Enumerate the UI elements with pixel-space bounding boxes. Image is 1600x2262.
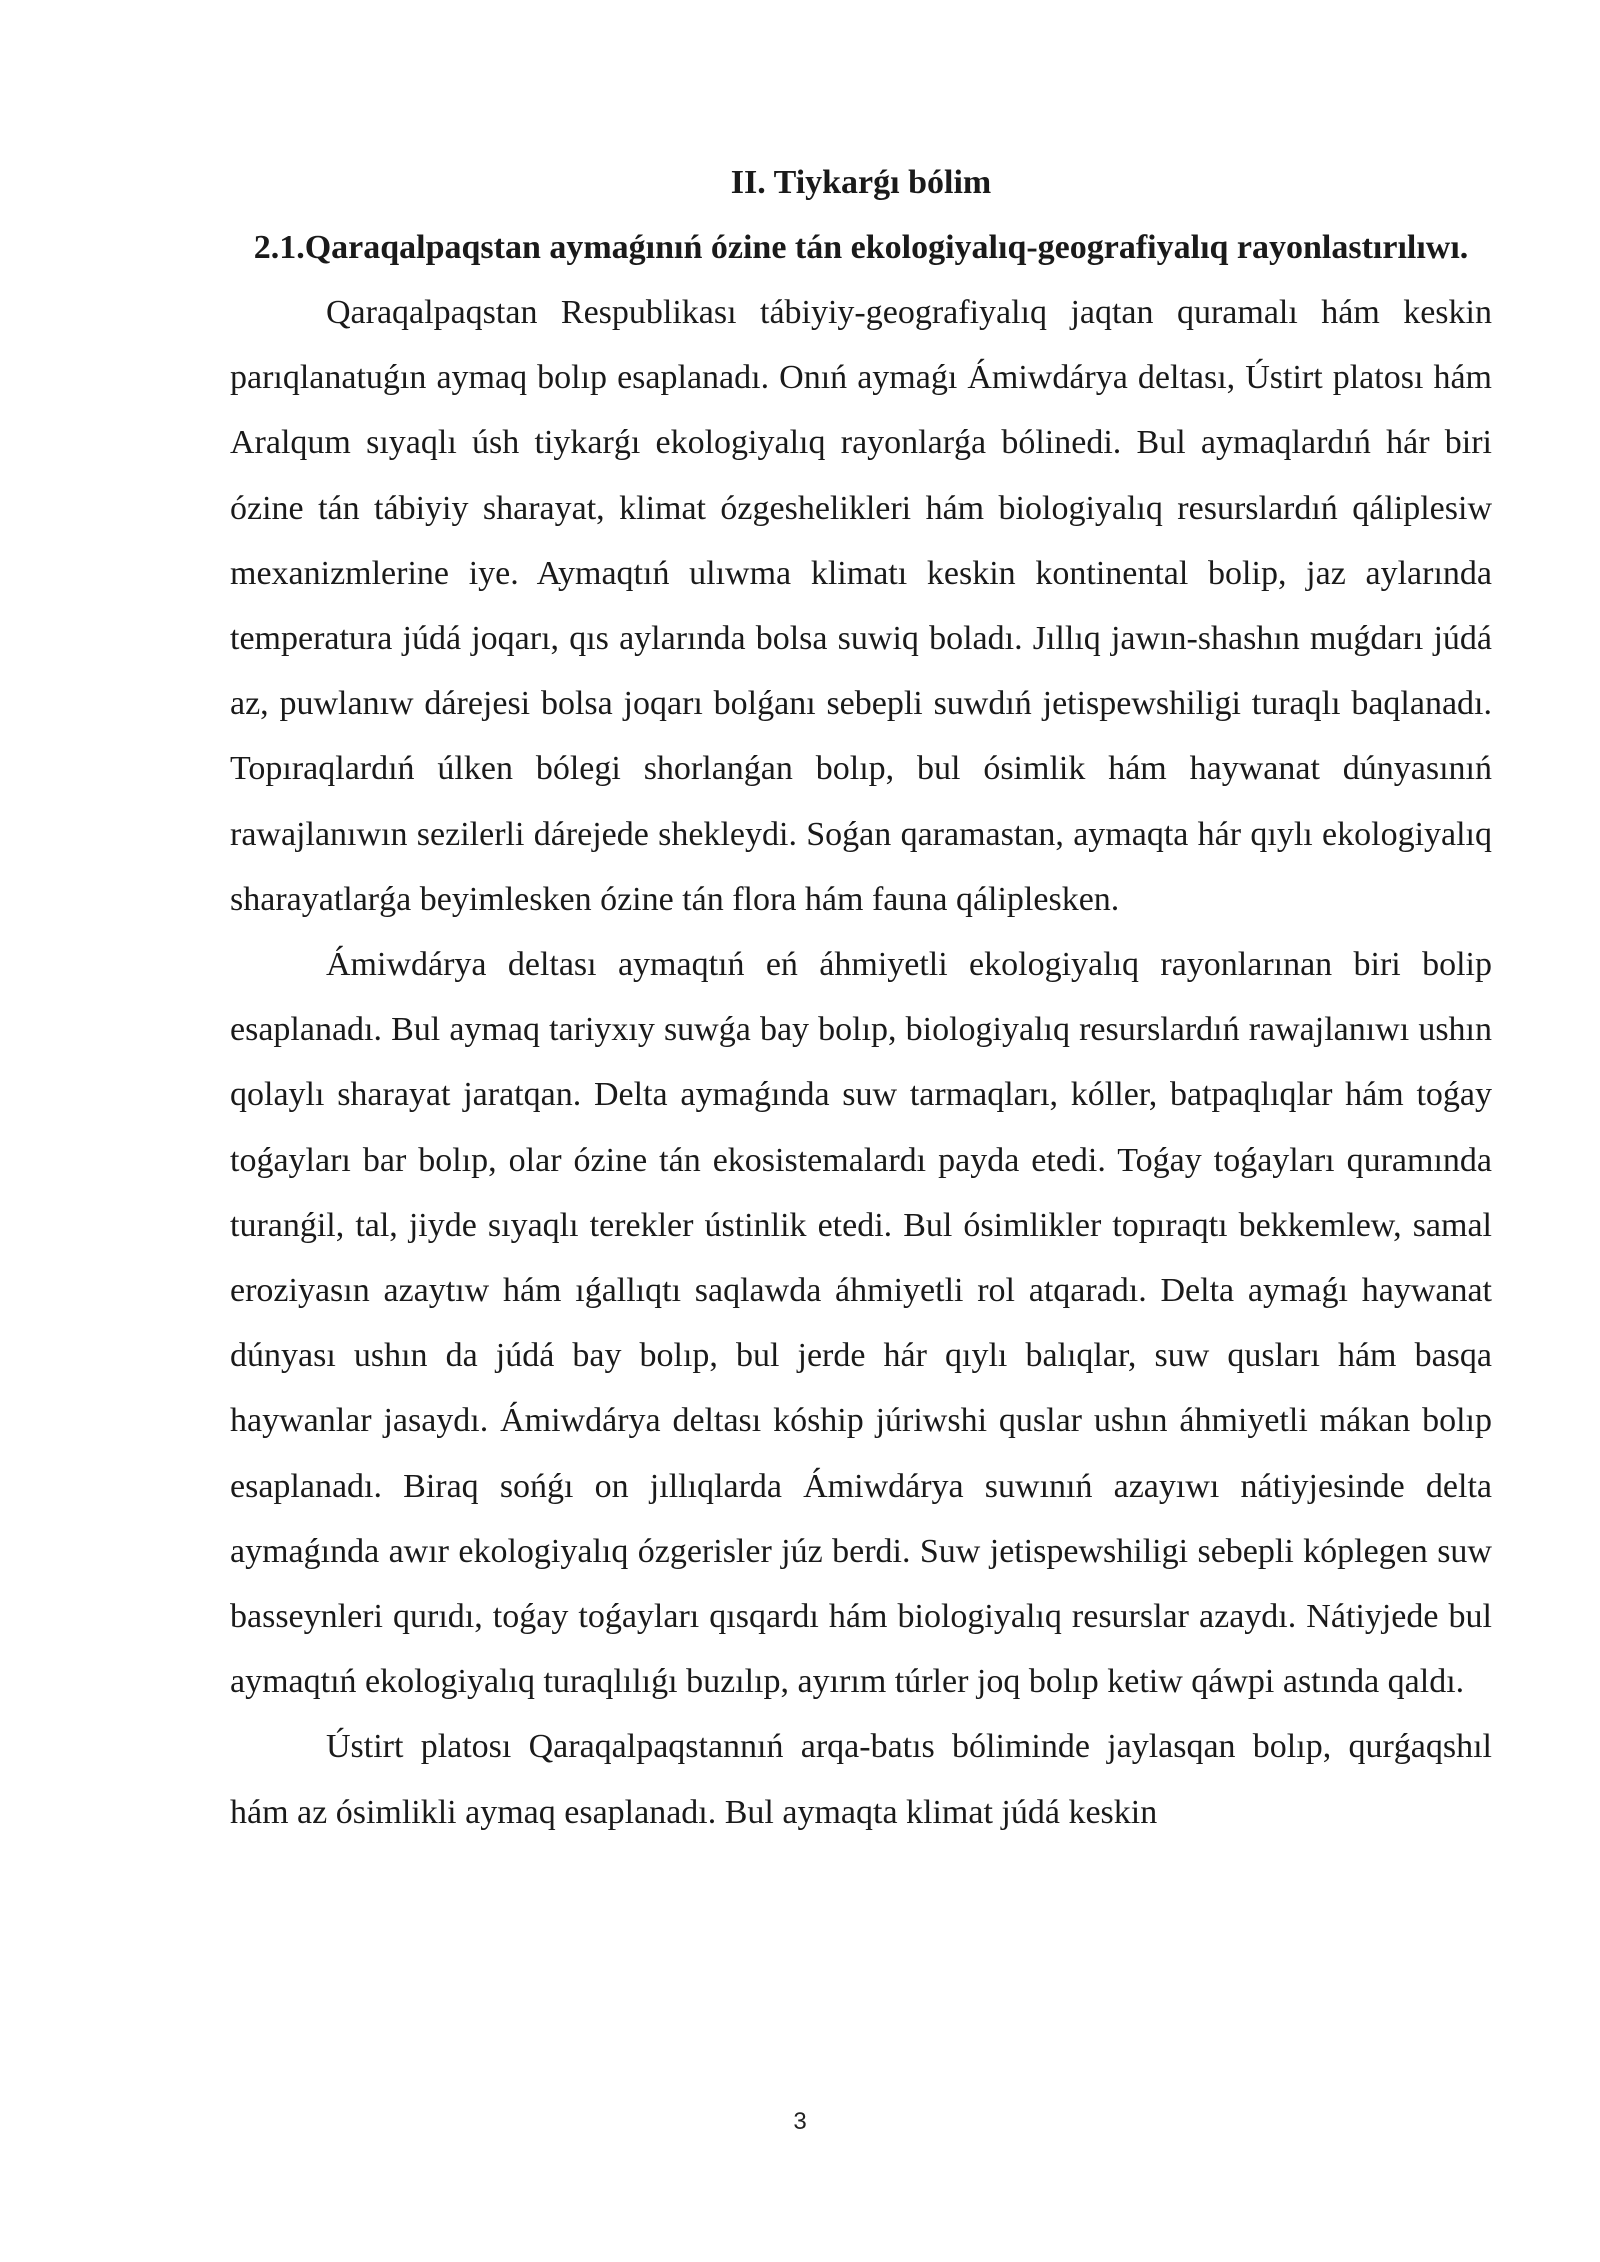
subsection-title: 2.1.Qaraqalpaqstan aymaǵınıń ózine tán ekologiyalıq-geografiyalıq rayonlastırılıwı. — [253, 229, 1469, 266]
paragraph: Ámiwdárya deltası aymaqtıń eń áhmiyetli ekologiyalıq rayonlarınan biri bolip esaplanadı. Bul aymaq tariyxıy suwǵa bay bolıp, biologiyalıq resurslardıń rawajlanıwı ushın qolaylı sharayat jaratqan. Delta aymaǵında suw tarmaqları, kóller, batpaqlıqlar hám toǵay toǵayları bar bolıp, olar ózine tán ekosistemalardı payda etedi. Toǵay toǵayları quramında turanǵil, tal, jiyde sıyaqlı terekler ústinlik etedi. Bul ósimlikler topıraqtı bekkemlew, samal eroziyasın azaytıw hám ıǵallıqtı saqlawda áhmiyetli rol atqaradı. Delta aymaǵı haywanat dúnyası ushın da júdá bay bolıp, bul jerde hár qıylı balıqlar, suw qusları hám basqa haywanlar jasaydı. Ámiwdárya deltası kóship júriwshi quslar ushın áhmiyetli mákan bolıp esaplanadı. Biraq sońǵı on jıllıqlarda Ámiwdárya suwınıń azayıwı nátiyjesinde delta aymaǵında awır ekologiyalıq ózgerisler júz berdi. Suw jetispewshiligi sebepli kóplegen suw basseynleri qurıdı, toǵay toǵayları qısqardı hám biologiyalıq resurslar azaydı. Nátiyjede bul aymaqtıń ekologiyalıq turaqlılıǵı buzılıp, ayırım túrler joq bolıp ketiw qáwpi astında qaldı. — [230, 946, 1492, 1701]
section-title: II. Tiykarǵı bólim — [730, 164, 992, 201]
page-number: 3 — [793, 2108, 807, 2135]
page-body — [230, 150, 1492, 1845]
paragraph: Qaraqalpaqstan Respublikası tábiyiy-geografiyalıq jaqtan quramalı hám keskin parıqlanatuǵın aymaq bolıp esaplanadı. Onıń aymaǵı Ámiwdárya deltası, Ústirt platosı hám Aralqum sıyaqlı úsh tiykarǵı ekologiyalıq rayonlarǵa bólinedi. Bul aymaqlardıń hár biri ózine tán tábiyiy sharayat, klimat ózgeshelikleri hám biologiyalıq resurslardıń qáliplesiw mexanizmlerine iye. Aymaqtıń ulıwma klimatı keskin kontinental bolip, jaz aylarında temperatura júdá joqarı, qıs aylarında bolsa suwiq boladı. Jıllıq jawın-shashın muǵdarı júdá az, puwlanıw dárejesi bolsa joqarı bolǵanı sebepli suwdıń jetispewshiligi turaqlı baqlanadı. Topıraqlardıń úlken bólegi shorlanǵan bolıp, bul ósimlik hám haywanat dúnyasınıń rawajlanıwın sezilerli dárejede shekleydi. Soǵan qaramastan, aymaqta hár qıylı ekologiyalıq sharayatlarǵa beyimlesken ózine tán flora hám fauna qáliplesken. — [230, 294, 1492, 918]
paragraph: Ústirt platosı Qaraqalpaqstannıń arqa-batıs bóliminde jaylasqan bolıp, qurǵaqshıl hám az ósimlikli aymaq esaplanadı. Bul aymaqta klimat júdá keskin — [230, 1728, 1492, 1831]
